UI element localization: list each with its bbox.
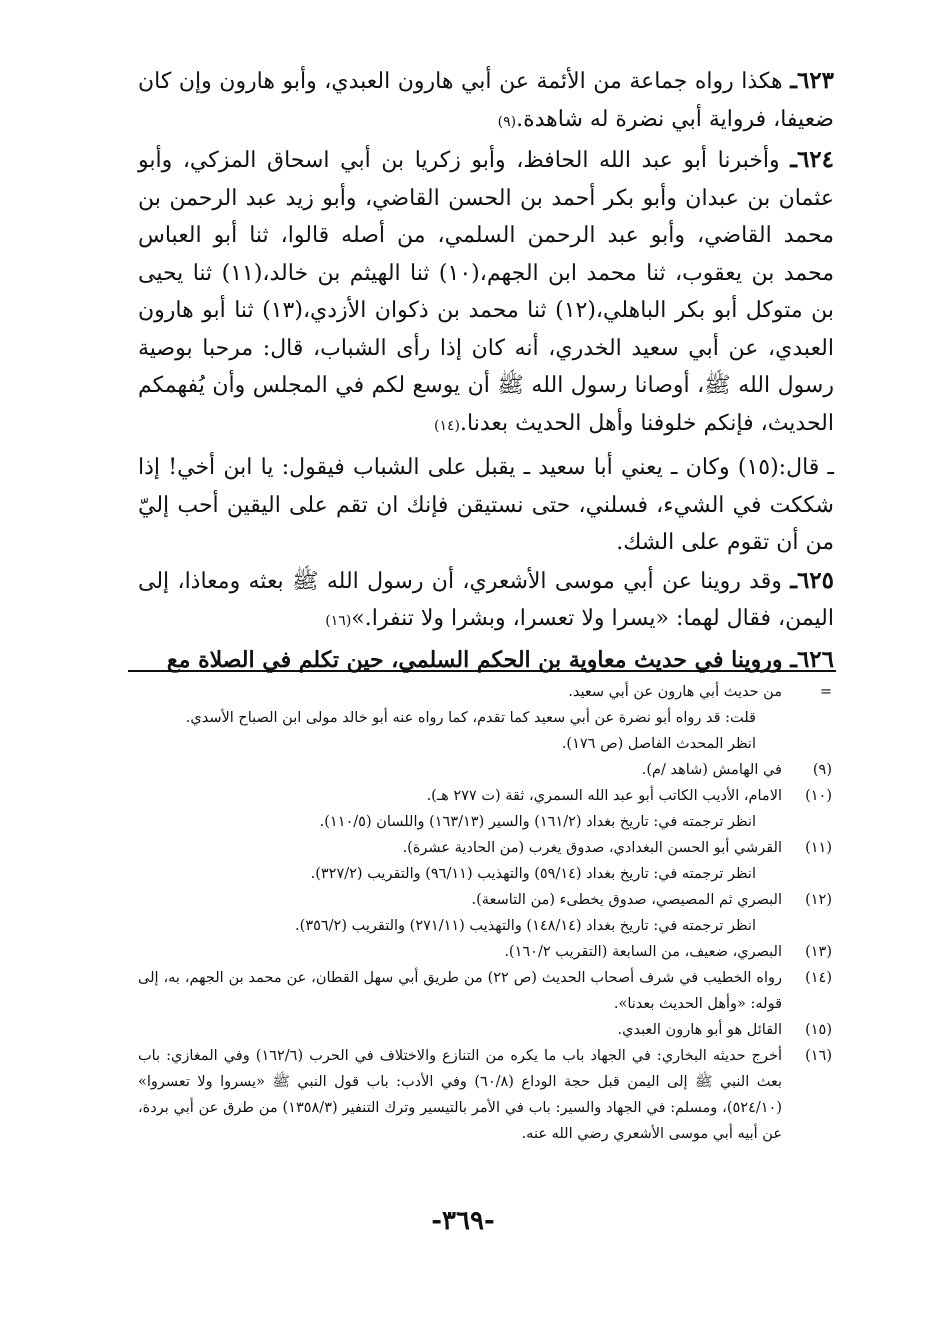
- footnote-subtext: انظر ترجمته في: تاريخ بغداد (٥٩/١٤) والتهذيب (٩٦/١١) والتقريب (٣٢٧/٢).: [310, 866, 756, 882]
- footnote-ref: (١٦): [325, 613, 352, 629]
- footnote-text: انظر المحدث الفاصل (ص ١٧٦).: [561, 736, 756, 752]
- footnote-number: (١٠): [805, 788, 832, 804]
- footnote-text: القرشي أبو الحسن البغدادي، صدوق يغرب (من الحادية عشرة).: [402, 840, 782, 856]
- footnote-continuation: [138, 679, 832, 705]
- entry-number: ٦٢٣ـ: [790, 67, 834, 94]
- footnote-ref: (٩): [497, 113, 517, 130]
- footnote-text: الامام، الأديب الكاتب أبو عبد الله السمري، ثقة (ت ٢٧٧ هـ).: [426, 788, 782, 804]
- footnote-number: (١٢): [805, 892, 832, 908]
- paragraph-625: [138, 562, 834, 641]
- footnote-text: رواه الخطيب في شرف أصحاب الحديث (ص ٢٢) من طريق أبي سهل القطان، عن محمد بن الجهم، به، إلى قوله: «وأهل الحديث بعدنا».: [138, 970, 782, 1012]
- footnote-text: في الهامش (شاهد /م).: [641, 762, 782, 778]
- footnote-10: [138, 783, 832, 809]
- entry-number: ٦٢٥ـ: [790, 566, 834, 594]
- footnote-text: القائل هو أبو هارون العبدي.: [617, 1022, 782, 1038]
- footnote-subtext: انظر ترجمته في: تاريخ بغداد (١٤٨/١٤) والتهذيب (٢٧١/١١) والتقريب (٣٥٦/٢).: [295, 918, 756, 934]
- page-number: -٣٦٩-: [431, 1206, 495, 1236]
- footnote-text: البصري ثم المصيصي، صدوق يخطىء (من التاسعة).: [471, 892, 782, 908]
- paragraph-text: وروينا في حديث معاوية بن الحكم السلمي، حين تكلم في الصلاة مع: [166, 646, 791, 673]
- footnote-9: [138, 757, 832, 783]
- paragraph-624-continued: ـ قال:(١٥) وكان ـ يعني أبا سعيد ـ يقبل على الشباب فيقول: يا ابن أخي! إذا شككت في الشيء، فسلني، حتى نستيقن فإنك ان تقم على اليقين أحب إليّ من أن تقوم على الشك.: [138, 455, 834, 555]
- entry-number: ٦٢٦ـ: [790, 645, 834, 673]
- entry-number: ٦٢٤ـ: [790, 146, 834, 173]
- footnote-14: [138, 965, 832, 1017]
- footnote-number: (١٦): [805, 1048, 832, 1064]
- paragraph-623: [138, 62, 834, 141]
- footnote-divider: [128, 670, 836, 672]
- footnote-number: (٩): [812, 762, 832, 778]
- paragraph-624: [138, 141, 834, 445]
- footnote-15: [138, 1017, 832, 1043]
- footnote-text: قلت: قد رواه أبو نضرة عن أبي سعيد كما تقدم، كما رواه عنه أبو خالد مولى ابن الصباح الأسدي.: [185, 710, 756, 726]
- continuation-mark: =: [819, 684, 832, 700]
- paragraph-text: هكذا رواه جماعة من الأئمة عن أبي هارون العبدي، وأبو هارون وإن كان ضعيفا، فرواية أبي نضرة له شاهدة.: [138, 69, 834, 132]
- footnote-text: البصري، ضعيف، من السابعة (التقريب ١٦٠/٢).: [504, 944, 782, 960]
- main-text: [138, 62, 834, 679]
- footnote-ref: (١٤): [434, 417, 460, 434]
- footnote-number: (١٤): [805, 970, 832, 986]
- footnote-subtext: انظر ترجمته في: تاريخ بغداد (١٦١/٢) والسير (١٦٣/١٣) واللسان (١١٠/٥).: [319, 814, 756, 830]
- footnote-text: من حديث أبي هارون عن أبي سعيد.: [568, 684, 782, 700]
- paragraph-626: [138, 641, 834, 680]
- footnotes: [138, 679, 832, 1147]
- footnote-11: [138, 835, 832, 861]
- footnote-13: [138, 939, 832, 965]
- footnote-number: (١٥): [805, 1022, 832, 1038]
- footnote-12: [138, 887, 832, 913]
- footnote-16: [138, 1043, 832, 1147]
- paragraph-text: وقد روينا عن أبي موسى الأشعري، أن رسول الله ﷺ بعثه ومعاذا، إلى اليمن، فقال لهما: «يسرا ولا تعسرا، وبشرا ولا تنفرا.»: [138, 568, 834, 631]
- footnote-number: (١٣): [805, 944, 832, 960]
- paragraph-text: وأخبرنا أبو عبد الله الحافظ، وأبو زكريا بن أبي اسحاق المزكي، وأبو عثمان بن عبدان وأبو بكر أحمد بن الحسن القاضي، وأبو زيد عبد الرحمن بن محمد القاضي، وأبو عبد الرحمن السلمي، من أصله قالوا، ثنا أبو العباس محمد بن يعقوب، ثنا محمد ابن الجهم،(١٠) ثنا الهيثم بن خالد،(١١) ثنا يحيى بن متوكل أبو بكر الباهلي،(١٢) ثنا محمد بن ذكوان الأزدي،(١٣) ثنا أبو هارون العبدي، عن أبي سعيد الخدري، أنه كان إذا رأى الشباب، قال: مرحبا بوصية رسول الله ﷺ، أوصانا رسول الله ﷺ أن يوسع لكم في المجلس وأن يُفهمكم الحديث، فإنكم خلوفنا وأهل الحديث بعدنا.: [138, 148, 835, 436]
- footnote-number: (١١): [805, 840, 832, 856]
- footnote-text: أخرج حديثه البخاري: في الجهاد باب ما يكره من التنازع والاختلاف في الحرب (١٦٢/٦) وفي المغازي: باب بعث النبي ﷺ إلى اليمن قبل حجة الوداع (٦٠/٨) وفي الأدب: باب قول النبي ﷺ «يسروا ولا تعسروا» (٥٢٤/١٠)، ومسلم: في الجهاد والسير: باب في الأمر بالتيسير وترك التنفير (١٣٥٨/٣) من طرق عن أبي بردة، عن أبيه أبي موسى الأشعري رضي الله عنه.: [138, 1048, 782, 1142]
